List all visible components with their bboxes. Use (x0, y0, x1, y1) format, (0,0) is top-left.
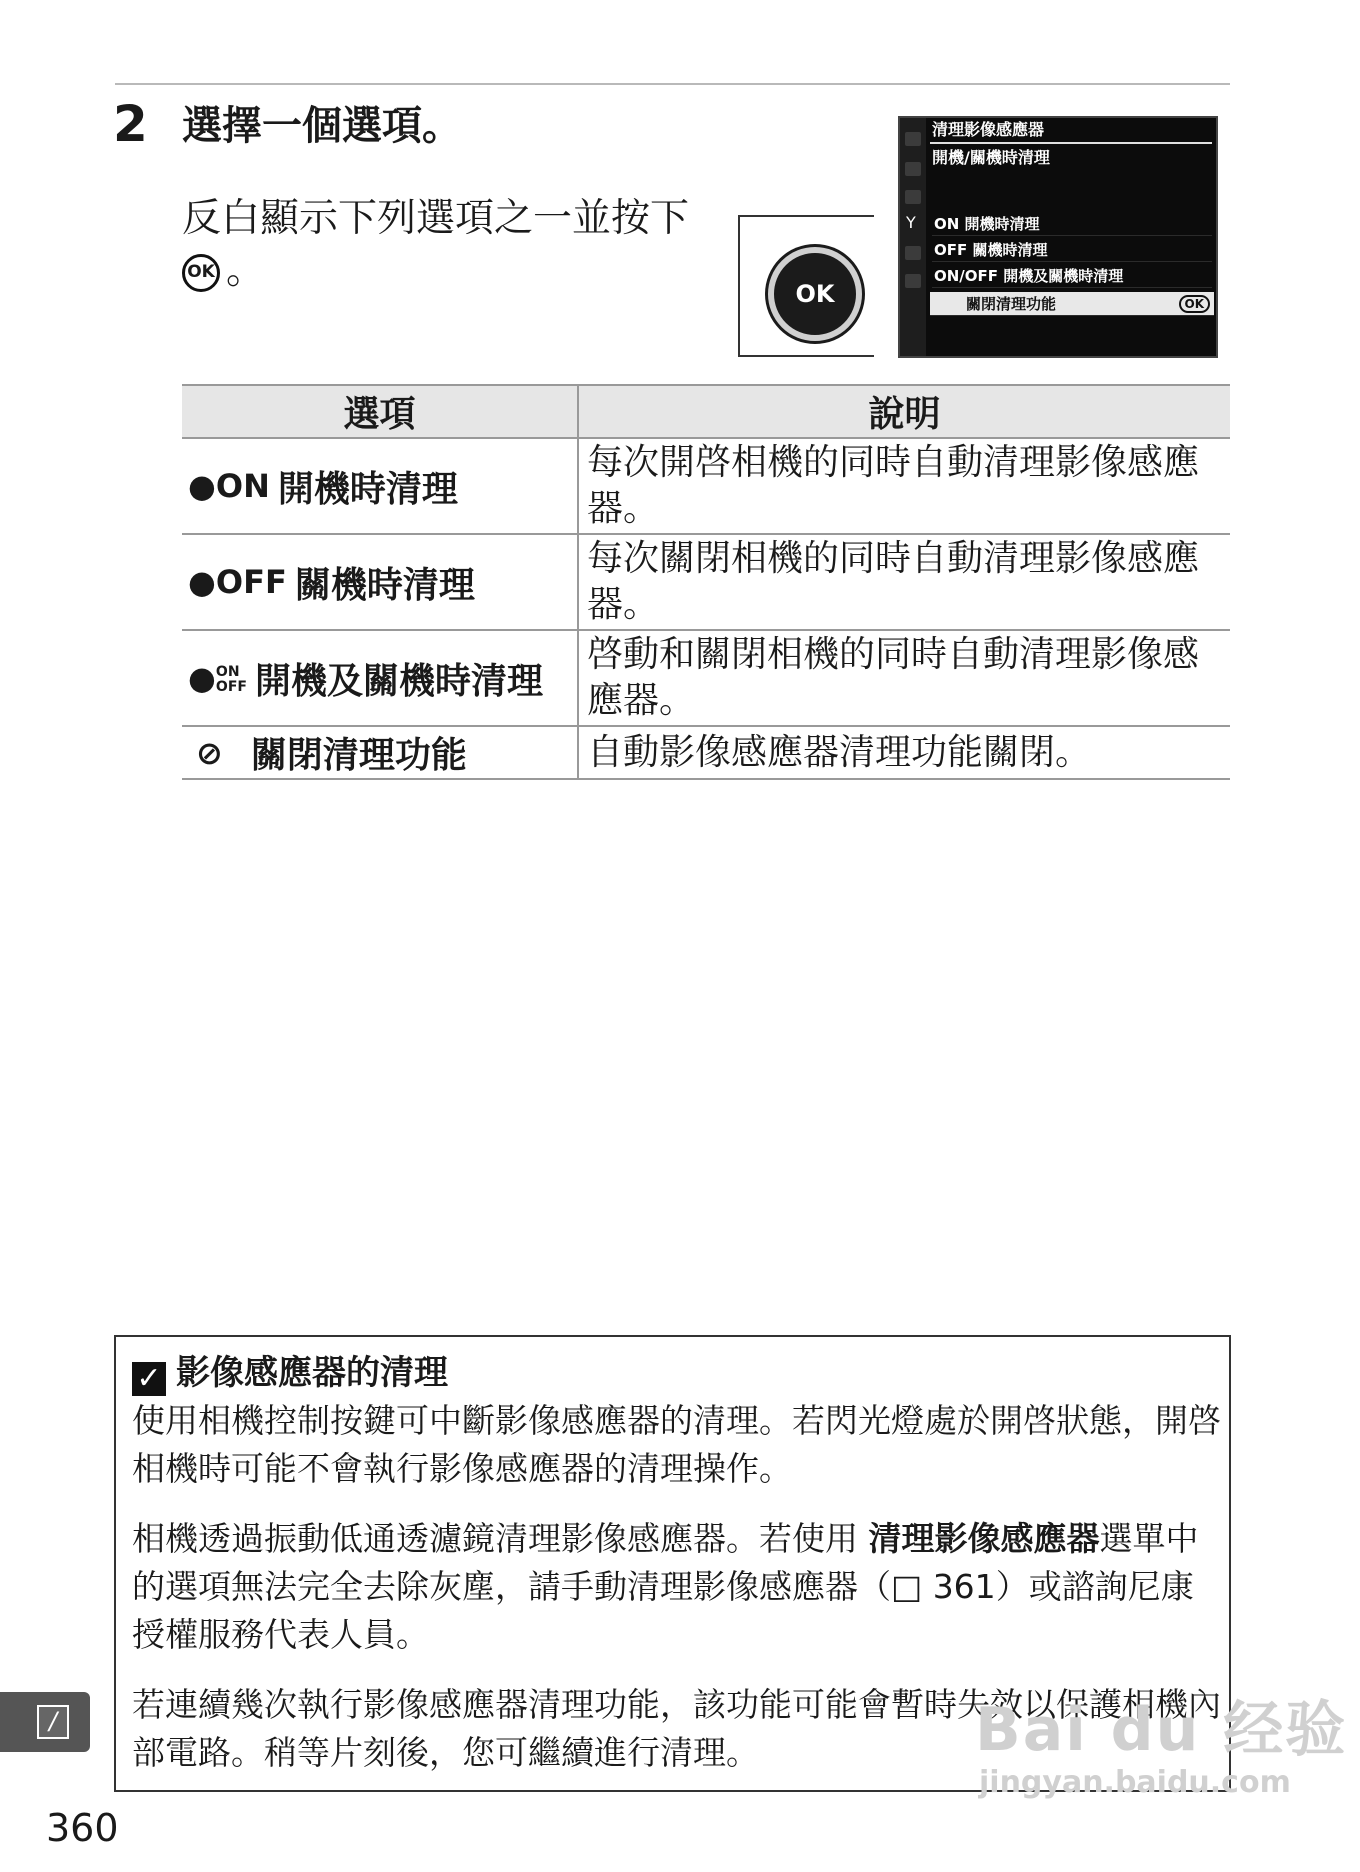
table-row (182, 438, 1230, 534)
camera-menu-sidebar (900, 118, 926, 356)
note-paragraph: 若連續幾次執行影像感應器清理功能，該功能可能會暫時失效以保護相機內部電路。稍等片刻後，您可繼續進行清理。 (132, 1685, 1221, 1772)
wrench-icon: Y (906, 213, 916, 232)
note-text: ）或諮詢尼康授權服務代表人員。 (132, 1567, 1194, 1654)
option-label: 開機時清理 (277, 468, 458, 510)
page-number: 360 (46, 1806, 119, 1850)
step-desc-suffix: 。 (226, 248, 266, 293)
table-cell-description: 每次關閉相機的同時自動清理影像感應器。 (578, 534, 1230, 630)
playback-menu-icon (905, 132, 921, 146)
watermark (975, 1695, 1347, 1801)
camera-menu-title-rule (930, 142, 1212, 144)
camera-menu-current-value: 開機/關機時清理 (932, 148, 1050, 167)
camera-menu-option[interactable] (932, 238, 1212, 262)
option-label: 開機及關機時清理 (254, 660, 543, 702)
clean-off-disabled-icon: ⊘ (196, 733, 223, 772)
note-title: 影像感應器的清理 (176, 1353, 448, 1393)
clean-on-icon-label: ON (215, 467, 270, 505)
clean-on-off-icon-top: ON (215, 664, 240, 680)
option-label: 關機時清理 (294, 564, 475, 606)
table-row (182, 630, 1230, 726)
ok-indicator-icon: OK (1179, 295, 1211, 313)
table-cell-option (182, 438, 578, 534)
camera-menu-option-selected[interactable] (930, 292, 1214, 316)
section-tab (0, 1692, 90, 1752)
camera-option-label: 關閉清理功能 (966, 295, 1057, 313)
table-cell-option (182, 630, 578, 726)
step-desc-text: 反白顯示下列選項之一並按下 (182, 196, 690, 241)
custom-settings-icon (905, 190, 921, 204)
clean-on-off-icon: ●ON OFF (188, 659, 247, 697)
table-header-description: 說明 (578, 385, 1230, 438)
clean-off-icon-label: OFF (215, 563, 287, 601)
check-mark-icon: ✓ (132, 1362, 166, 1396)
page-reference[interactable]: 361 (932, 1567, 996, 1606)
ok-button-illustration (738, 215, 874, 357)
camera-menu-screen (898, 116, 1218, 358)
clean-on-off-icon-bottom: OFF (215, 679, 247, 695)
camera-option-icon: ON (934, 215, 960, 233)
table-cell-option (182, 726, 578, 779)
top-rule (115, 83, 1230, 85)
table-header-option: 選項 (182, 385, 578, 438)
step-description (182, 193, 722, 297)
pencil-notebook-icon: / (37, 1705, 69, 1739)
retouch-menu-icon (905, 246, 921, 260)
note-heading (132, 1350, 448, 1396)
camera-option-label: 關機時清理 (972, 241, 1048, 259)
camera-option-label: 開機時清理 (964, 215, 1040, 233)
watermark-url: jingyan.baidu.com (979, 1765, 1291, 1800)
my-menu-icon (905, 274, 921, 288)
clean-on-icon: ●ON (188, 467, 270, 505)
note-paragraph (132, 1515, 1222, 1659)
camera-option-icon: OFF (934, 241, 968, 259)
camera-option-icon: ON/OFF (934, 267, 999, 285)
shooting-menu-icon (905, 162, 921, 176)
camera-menu-option[interactable] (932, 264, 1212, 288)
step-number: 2 (113, 95, 148, 153)
camera-menu-option[interactable] (932, 212, 1212, 236)
watermark-logo: Bai du 经验 (975, 1695, 1348, 1765)
ok-button-icon: OK (182, 254, 220, 292)
note-text: 選單中的選項無法完全去除灰塵，請手動清理影像感應器（ (132, 1519, 1199, 1606)
clean-off-icon: ●OFF (188, 563, 287, 601)
book-icon: □ (891, 1567, 923, 1606)
camera-option-label: 開機及關機時清理 (1003, 267, 1124, 285)
menu-name-bold: 清理影像感應器 (868, 1519, 1100, 1558)
table-cell-description: 自動影像感應器清理功能關閉。 (578, 726, 1230, 779)
options-table (182, 384, 1230, 780)
note-text: 相機透過振動低通透濾鏡清理影像感應器。若使用 (132, 1519, 858, 1558)
step-title: 選擇一個選項。 (182, 103, 462, 149)
table-header-row (182, 385, 1230, 438)
table-row (182, 726, 1230, 779)
table-cell-option (182, 534, 578, 630)
table-cell-description: 每次開啓相機的同時自動清理影像感應器。 (578, 438, 1230, 534)
table-row (182, 534, 1230, 630)
option-label: 關閉清理功能 (250, 735, 467, 776)
table-cell-description: 啓動和關閉相機的同時自動清理影像感應器。 (578, 630, 1230, 726)
note-paragraph: 使用相機控制按鍵可中斷影像感應器的清理。若閃光燈處於開啓狀態，開啓相機時可能不會執行影像感應器的清理操作。 (132, 1401, 1221, 1488)
ok-button: OK (768, 247, 862, 341)
camera-menu-title: 清理影像感應器 (932, 120, 1045, 139)
